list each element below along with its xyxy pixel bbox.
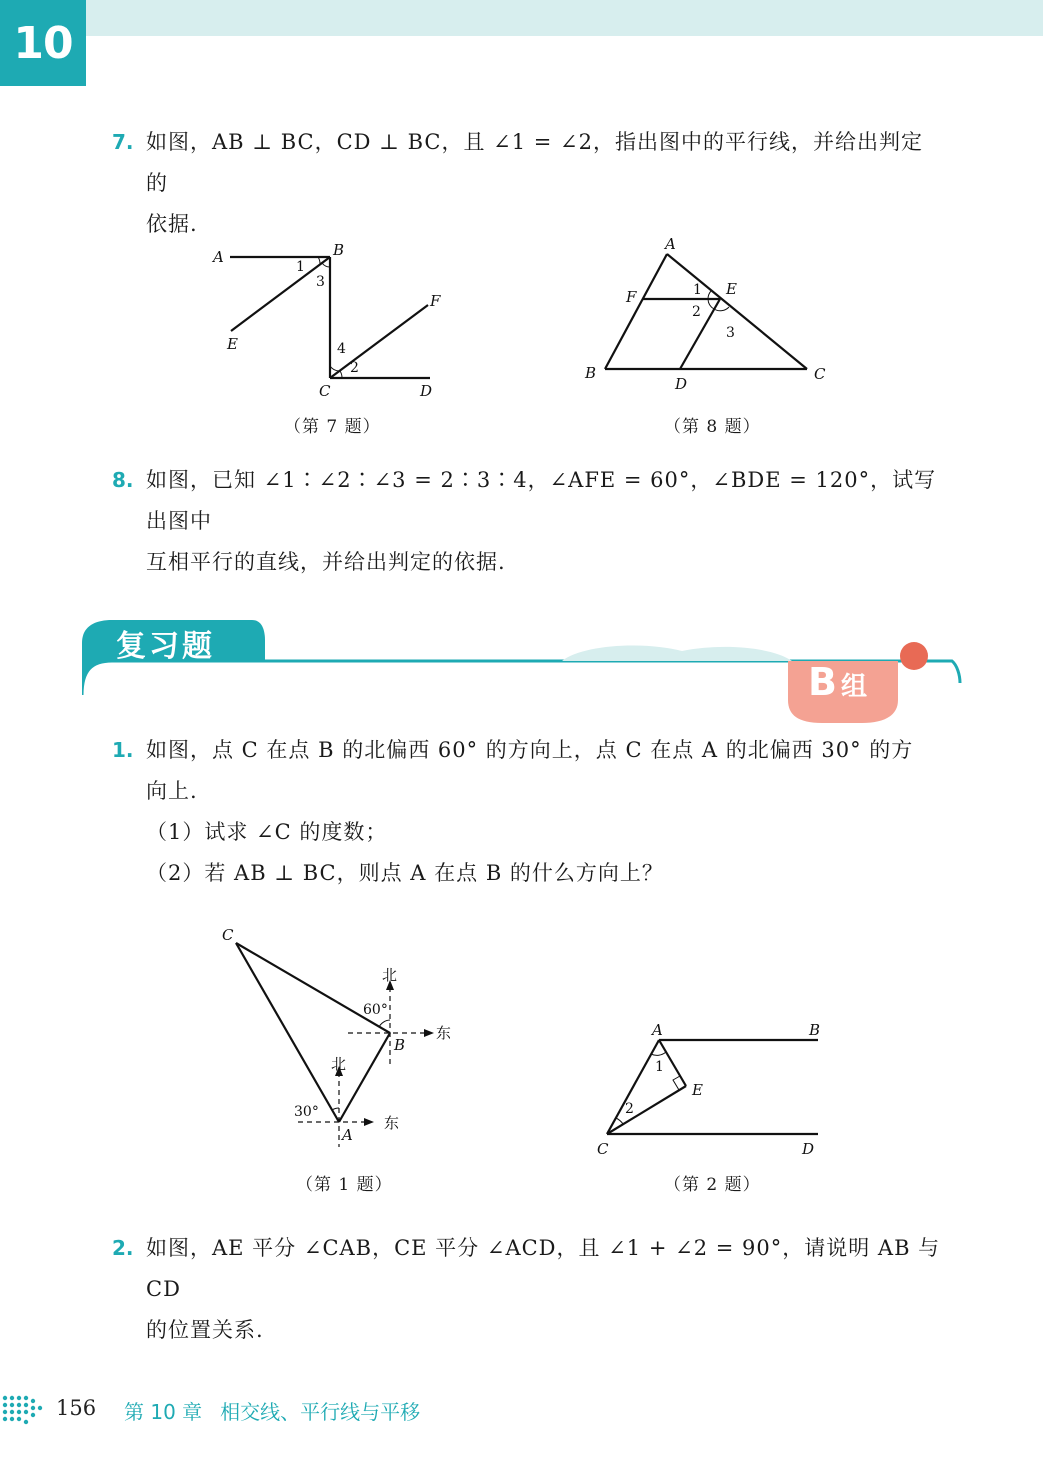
direction-north-b: 北 [382, 966, 398, 984]
angle-arc-2 [616, 1118, 623, 1124]
review-figure-2 [590, 1016, 840, 1166]
figure-7 [200, 236, 460, 406]
point-label-c: C [597, 1140, 609, 1158]
group-badge [808, 660, 867, 704]
point-label-e: E [692, 1081, 703, 1099]
segment-ac [667, 254, 807, 369]
angle-label-60: 60° [363, 1002, 388, 1018]
question-number: 2. [112, 1236, 134, 1260]
point-label-e: E [227, 335, 238, 353]
footer-dots-decoration [0, 1392, 50, 1428]
angle-arc-1 [708, 291, 711, 299]
question-8 [112, 460, 942, 583]
figure-7-caption: （第 7 题） [284, 417, 381, 437]
group-letter: B [808, 660, 837, 704]
group-suffix: 组 [840, 672, 867, 702]
segment-be [231, 257, 330, 331]
point-label-b: B [333, 241, 345, 259]
angle-label-1: 1 [693, 282, 702, 298]
angle-label-30: 30° [294, 1104, 319, 1120]
review-figure-1-caption: （第 1 题） [296, 1175, 393, 1195]
footer-chapter-info [124, 1396, 420, 1425]
angle-label-1: 1 [296, 259, 305, 275]
question-text-line2: 的位置关系. [146, 1318, 264, 1342]
angle-label-3: 3 [316, 274, 325, 290]
angle-label-2: 2 [692, 304, 701, 320]
review-question-2 [112, 1228, 942, 1351]
direction-east-a: 东 [384, 1114, 400, 1132]
direction-north-a: 北 [331, 1055, 347, 1073]
point-label-a: A [213, 248, 224, 266]
review-question-1 [112, 730, 942, 812]
footer-chapter-title: 相交线、平行线与平移 [220, 1400, 421, 1424]
question-number: 1. [112, 738, 134, 762]
section-title: 复习题 [116, 629, 215, 664]
angle-arc-4 [330, 366, 339, 371]
direction-east-b: 东 [436, 1024, 452, 1042]
question-text-line1: 如图，AE 平分 ∠CAB，CE 平分 ∠ACD，且 ∠1 + ∠2 = 90°，请说明 AB 与 CD [146, 1236, 941, 1301]
point-label-c: C [319, 382, 331, 400]
point-label-e: E [726, 280, 737, 298]
point-label-f: F [626, 288, 637, 306]
point-label-a: A [652, 1021, 663, 1039]
review-figure-1 [216, 922, 476, 1162]
angle-arc-2 [708, 299, 714, 309]
figure-8 [580, 232, 840, 402]
question-7 [112, 122, 942, 245]
point-label-d: D [675, 375, 688, 393]
point-label-b: B [809, 1021, 821, 1039]
arrowhead-east-b [424, 1029, 434, 1037]
angle-label-4: 4 [337, 341, 346, 357]
point-label-b: B [394, 1036, 406, 1054]
angle-label-3: 3 [726, 325, 735, 341]
page-number: 156 [56, 1396, 97, 1420]
question-number: 8. [112, 468, 134, 492]
figure-8-caption: （第 8 题） [664, 417, 761, 437]
review-figure-2-caption: （第 2 题） [664, 1175, 761, 1195]
banner-cloud-deco [562, 646, 792, 661]
question-text-line1: 如图，AB ⊥ BC，CD ⊥ BC，且 ∠1 = ∠2，指出图中的平行线，并给出判定的 [146, 130, 924, 195]
subquestion-1: （1）试求 ∠C 的度数； [146, 820, 388, 844]
point-label-a: A [665, 235, 676, 253]
point-label-c: C [222, 926, 234, 944]
question-text-line2: 向上. [146, 779, 198, 803]
segment-ca [236, 943, 339, 1122]
header-band [0, 0, 1043, 36]
question-text-line2: 依据. [146, 212, 198, 236]
point-label-f: F [430, 292, 441, 310]
point-label-a: A [342, 1126, 353, 1144]
question-text-line1: 如图，点 C 在点 B 的北偏西 60° 的方向上，点 C 在点 A 的北偏西 30° 的方 [146, 738, 914, 762]
question-number: 7. [112, 130, 134, 154]
angle-arc-3 [322, 263, 330, 267]
angle-label-2: 2 [350, 360, 359, 376]
question-text-line2: 互相平行的直线，并给出判定的依据. [146, 550, 506, 574]
point-label-b: B [585, 364, 597, 382]
subquestion-2: （2）若 AB ⊥ BC，则点 A 在点 B 的什么方向上？ [146, 861, 664, 885]
badge-dot [900, 642, 928, 670]
segment-ab [605, 254, 667, 369]
point-label-c: C [814, 365, 826, 383]
angle-label-2: 2 [625, 1101, 634, 1117]
arrowhead-east-a [364, 1118, 374, 1126]
segment-ba [339, 1033, 390, 1122]
footer-chapter-number: 第 10 章 [124, 1400, 203, 1424]
segment-cb [236, 943, 390, 1033]
point-label-d: D [420, 382, 433, 400]
angle-arc-60 [379, 1020, 390, 1027]
segment-ce [607, 1086, 686, 1134]
angle-arc-30 [332, 1108, 339, 1110]
question-text-line1: 如图，已知 ∠1∶∠2∶∠3 = 2∶3∶4，∠AFE = 60°，∠BDE = 120°，试写出图中 [146, 468, 937, 533]
right-angle-mark [673, 1076, 680, 1090]
chapter-number-tab: 10 [0, 0, 86, 86]
point-label-d: D [802, 1140, 815, 1158]
angle-label-1: 1 [655, 1059, 664, 1075]
